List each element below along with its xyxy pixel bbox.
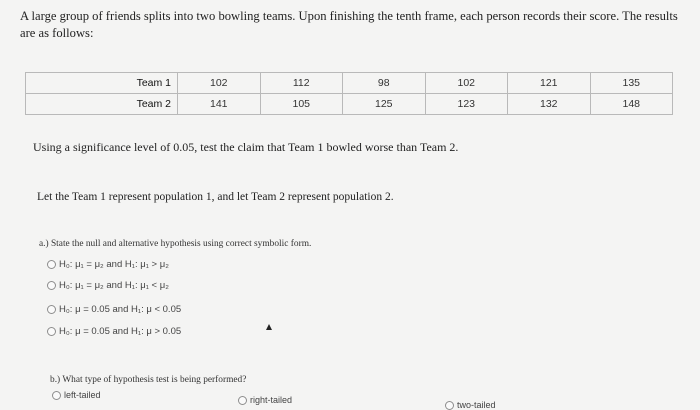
radio-button[interactable]: [47, 305, 56, 314]
table-cell: 132: [508, 94, 591, 115]
table-row: [26, 73, 673, 94]
mouse-cursor-icon: [266, 324, 272, 330]
radio-button[interactable]: [52, 391, 61, 400]
table-cell: 148: [590, 94, 673, 115]
test-type-left-tailed[interactable]: [52, 390, 101, 400]
table-cell: 141: [178, 94, 261, 115]
row-label: Team 2: [26, 94, 178, 115]
option-label: right-tailed: [250, 395, 293, 405]
question-b: b.) What type of hypothesis test is being performed?: [50, 375, 247, 385]
option-label: two-tailed: [457, 400, 496, 410]
row-label: Team 1: [26, 73, 178, 94]
table-cell: 98: [343, 73, 426, 94]
hypothesis-option-4[interactable]: [47, 326, 181, 337]
hypothesis-option-2[interactable]: [47, 280, 169, 291]
option-label: H₀: μ = 0.05 and H₁: μ > 0.05: [59, 326, 182, 337]
option-label: H₀: μ₁ = μ₂ and H₁: μ₁ < μ₂: [59, 280, 169, 291]
radio-button[interactable]: [47, 327, 56, 336]
question-a: a.) State the null and alternative hypothesis using correct symbolic form.: [39, 239, 312, 249]
radio-button[interactable]: [47, 260, 56, 269]
score-table: [25, 72, 673, 115]
table-cell: 102: [178, 73, 261, 94]
table-cell: 135: [590, 73, 673, 94]
table-cell: 112: [260, 73, 343, 94]
table-cell: 102: [425, 73, 508, 94]
option-label: H₀: μ = 0.05 and H₁: μ < 0.05: [59, 304, 182, 315]
claim-text: Using a significance level of 0.05, test the claim that Team 1 bowled worse than Team 2.: [33, 140, 459, 154]
table-row: [26, 94, 673, 115]
table-cell: 105: [260, 94, 343, 115]
hypothesis-option-3[interactable]: [47, 304, 181, 315]
population-definition: Let the Team 1 represent population 1, and let Team 2 represent population 2.: [37, 191, 394, 203]
problem-intro: A large group of friends splits into two bowling teams. Upon finishing the tenth frame, each person records their score. The results are as follows:: [20, 9, 678, 40]
radio-button[interactable]: [238, 396, 247, 405]
table-cell: 123: [425, 94, 508, 115]
table-cell: 125: [343, 94, 426, 115]
radio-button[interactable]: [445, 401, 454, 410]
test-type-right-tailed[interactable]: [238, 395, 292, 405]
radio-button[interactable]: [47, 281, 56, 290]
table-cell: 121: [508, 73, 591, 94]
test-type-two-tailed[interactable]: [445, 400, 496, 410]
option-label: H₀: μ₁ = μ₂ and H₁: μ₁ > μ₂: [59, 259, 169, 270]
option-label: left-tailed: [64, 390, 101, 400]
hypothesis-option-1[interactable]: [47, 259, 169, 270]
